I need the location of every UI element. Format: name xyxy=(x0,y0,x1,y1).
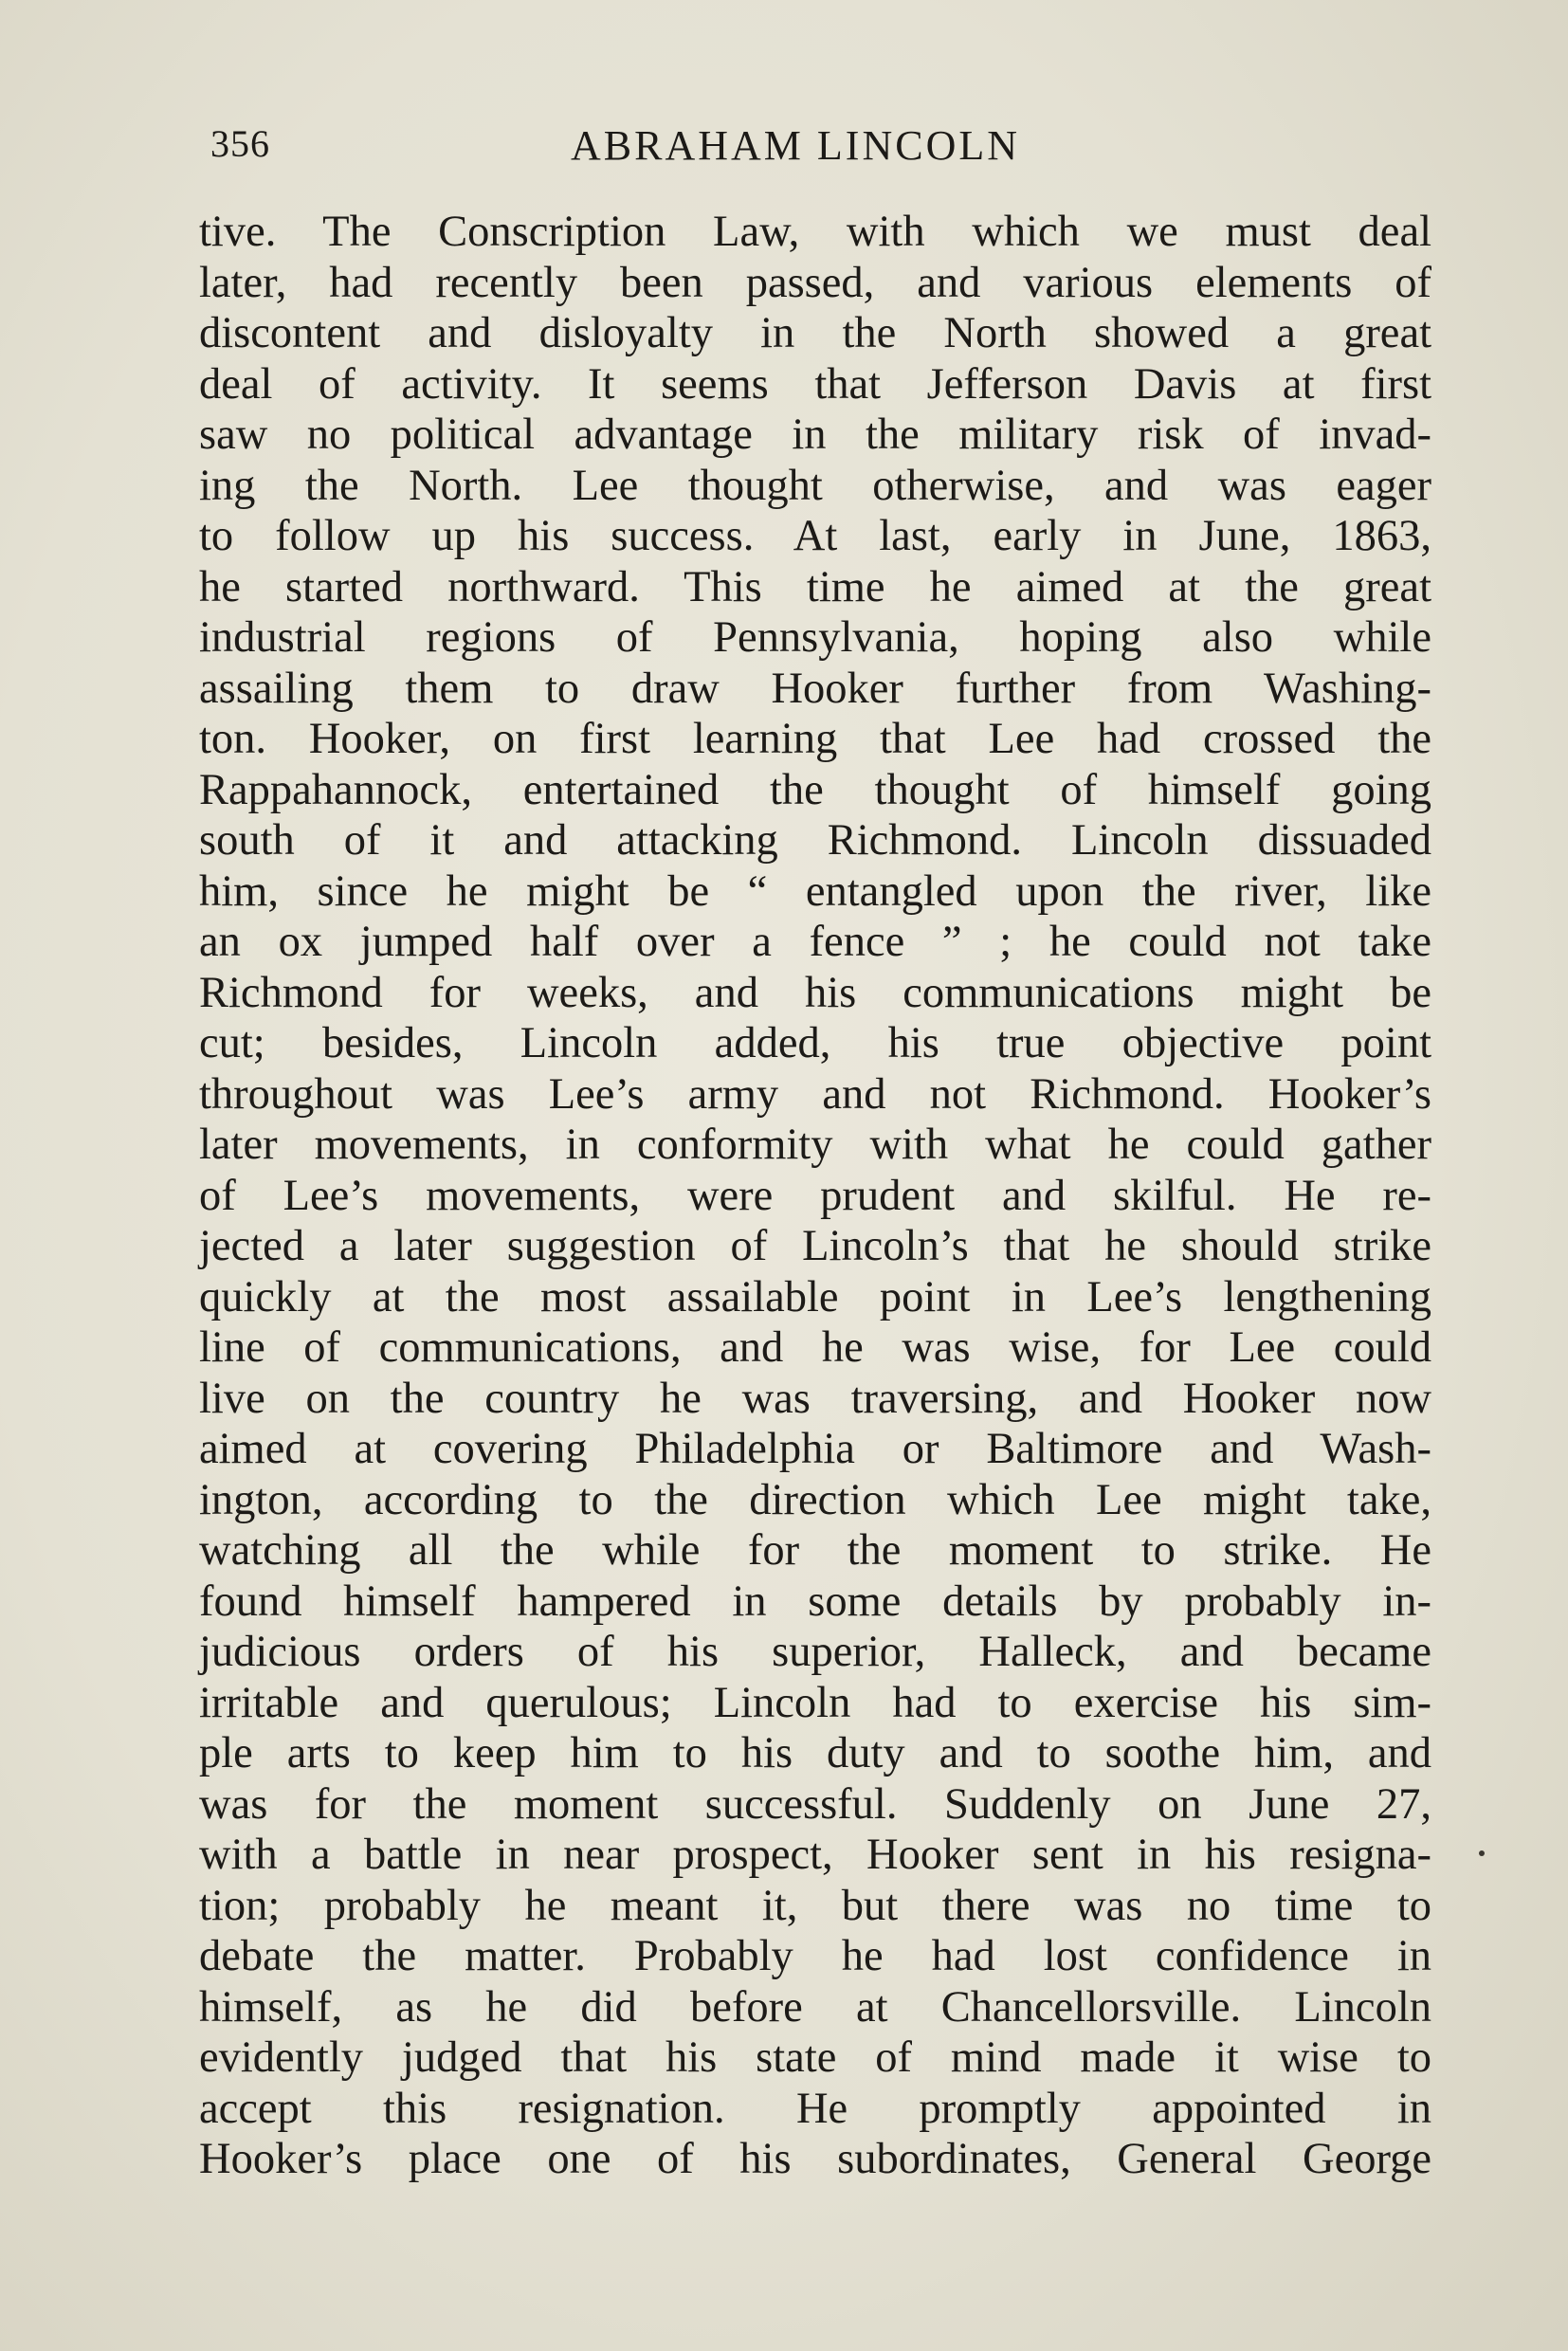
text-line: later, had recently been passed, and various elements of xyxy=(199,258,1431,307)
text-line: with a battle in near prospect, Hooker sent in his resigna- xyxy=(199,1831,1431,1879)
text-line: discontent and disloyalty in the North showed a great xyxy=(199,309,1431,357)
text-line: he started northward. This time he aimed at the great xyxy=(199,562,1431,611)
text-line: industrial regions of Pennsylvania, hoping also while xyxy=(199,613,1431,662)
text-line: south of it and attacking Richmond. Lincoln dissuaded xyxy=(199,816,1431,865)
ink-speck xyxy=(1479,1850,1485,1856)
text-line: Rappahannock, entertained the thought of himself going xyxy=(199,765,1431,814)
text-line: ple arts to keep him to his duty and to soothe him, and xyxy=(199,1729,1431,1777)
text-line: quickly at the most assailable point in Lee’s lengthening xyxy=(199,1272,1431,1321)
running-title: ABRAHAM LINCOLN xyxy=(571,122,1020,169)
text-line: to follow up his success. At last, early in June, 1863, xyxy=(199,512,1431,560)
text-line: himself, as he did before at Chancellorsville. Lincoln xyxy=(199,1982,1431,2032)
text-line: debate the matter. Probably he had lost confidence in xyxy=(199,1932,1431,1980)
text-line: irritable and querulous; Lincoln had to exercise his sim- xyxy=(199,1678,1431,1727)
text-line: Hooker’s place one of his subordinates, General George xyxy=(199,2135,1431,2183)
text-line: ing the North. Lee thought otherwise, and was eager xyxy=(199,461,1431,510)
text-line: ington, according to the direction which Lee might take, xyxy=(199,1475,1431,1524)
page-number: 356 xyxy=(210,122,270,165)
text-line: throughout was Lee’s army and not Richmond. Hooker’s xyxy=(199,1069,1431,1119)
body-text xyxy=(199,207,1431,2185)
text-line: line of communications, and he was wise, for Lee could xyxy=(199,1323,1431,1372)
text-line: an ox jumped half over a fence ” ; he could not take xyxy=(199,918,1431,966)
text-line: ton. Hooker, on first learning that Lee had crossed the xyxy=(199,715,1431,763)
text-line: deal of activity. It seems that Jefferson Davis at first xyxy=(199,359,1431,409)
text-line: judicious orders of his superior, Halleck, and became xyxy=(199,1628,1431,1676)
text-line: was for the moment successful. Suddenly on June 27, xyxy=(199,1779,1431,1829)
text-line: found himself hampered in some details by probably in- xyxy=(199,1576,1431,1626)
text-line: jected a later suggestion of Lincoln’s that he should strike xyxy=(199,1222,1431,1270)
text-line: watching all the while for the moment to strike. He xyxy=(199,1526,1431,1575)
text-line: aimed at covering Philadelphia or Baltimore and Wash- xyxy=(199,1425,1431,1473)
text-line: Richmond for weeks, and his communications might be xyxy=(199,968,1431,1017)
text-line: saw no political advantage in the military risk of invad- xyxy=(199,410,1431,459)
text-line: live on the country he was traversing, and Hooker now xyxy=(199,1374,1431,1423)
text-line: assailing them to draw Hooker further from Washing- xyxy=(199,664,1431,713)
text-line: accept this resignation. He promptly appointed in xyxy=(199,2084,1431,2133)
text-line: cut; besides, Lincoln added, his true objective point xyxy=(199,1019,1431,1067)
text-line: tive. The Conscription Law, with which we must deal xyxy=(199,208,1431,256)
text-line: evidently judged that his state of mind made it wise to xyxy=(199,2033,1431,2082)
text-line: him, since he might be “ entangled upon the river, like xyxy=(199,866,1431,916)
text-line: later movements, in conformity with what he could gather xyxy=(199,1121,1431,1169)
text-line: of Lee’s movements, were prudent and skilful. He re- xyxy=(199,1171,1431,1220)
text-line: tion; probably he meant it, but there was no time to xyxy=(199,1881,1431,1930)
page-header xyxy=(210,121,1424,178)
